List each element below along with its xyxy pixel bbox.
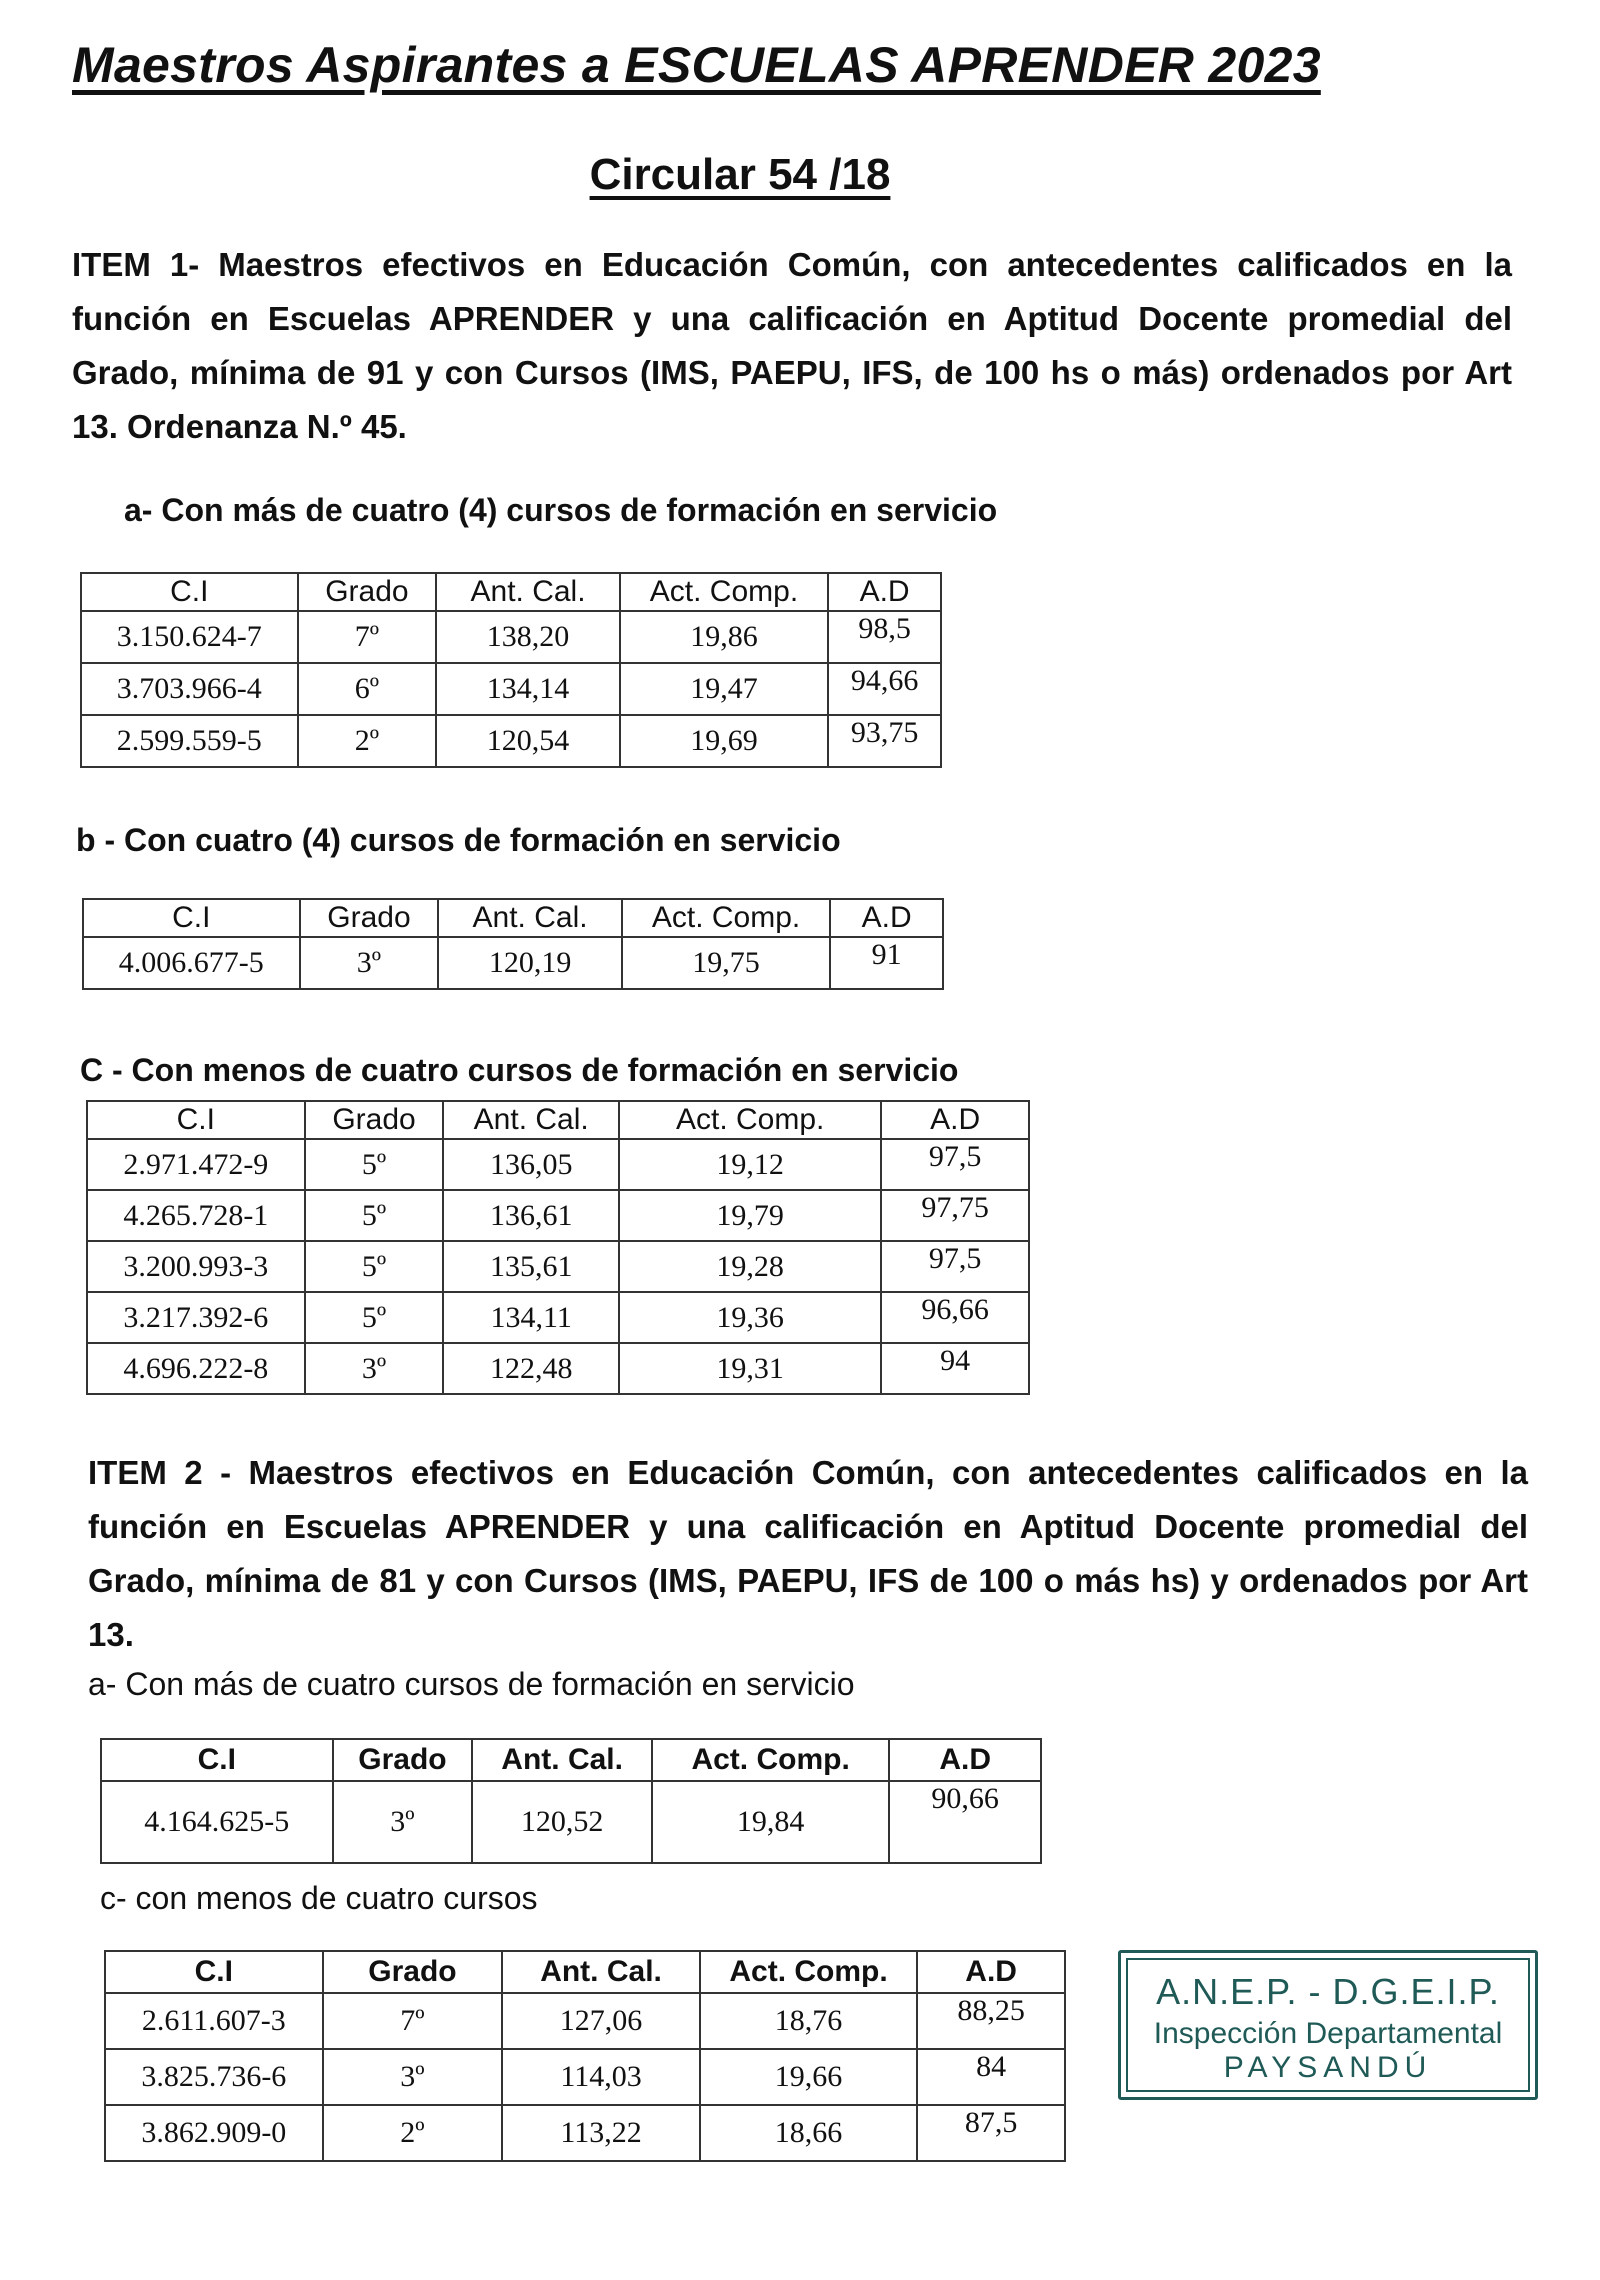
act-comp-cell: 19,31 [619, 1343, 881, 1394]
act-comp-cell: 19,86 [620, 611, 828, 663]
column-header: A.D [917, 1951, 1065, 1993]
ci-cell: 4.164.625-5 [101, 1781, 333, 1863]
column-header: Ant. Cal. [443, 1101, 619, 1139]
column-header: Ant. Cal. [438, 899, 622, 937]
act-comp-cell: 19,12 [619, 1139, 881, 1190]
ci-cell: 3.150.624-7 [81, 611, 298, 663]
ant-cal-cell: 134,11 [443, 1292, 619, 1343]
grado-cell: 2º [323, 2105, 503, 2161]
table-header [105, 1951, 1065, 1993]
table-row [105, 1993, 1065, 2049]
item1-a-heading: a- Con más de cuatro (4) cursos de formación en servicio [124, 492, 998, 528]
act-comp-cell: 19,79 [619, 1190, 881, 1241]
ad-cell: 93,75 [828, 715, 941, 767]
ad-cell: 98,5 [828, 611, 941, 663]
ant-cal-cell: 120,52 [472, 1781, 652, 1863]
ad-cell: 97,5 [881, 1139, 1029, 1190]
table-body [101, 1781, 1041, 1863]
stamp-line-1: A.N.E.P. - D.G.E.I.P. [1156, 1971, 1500, 2012]
table-row [105, 2049, 1065, 2105]
ad-cell: 96,66 [881, 1292, 1029, 1343]
column-header: Grado [323, 1951, 503, 1993]
item1-b-table [82, 898, 944, 990]
column-header: A.D [828, 573, 941, 611]
ad-cell: 87,5 [917, 2105, 1065, 2161]
act-comp-cell: 19,75 [622, 937, 830, 989]
ci-cell: 4.006.677-5 [83, 937, 300, 989]
ci-cell: 2.599.559-5 [81, 715, 298, 767]
table-header [87, 1101, 1029, 1139]
official-stamp [1118, 1950, 1538, 2100]
ad-cell: 94 [881, 1343, 1029, 1394]
ci-cell: 2.971.472-9 [87, 1139, 305, 1190]
table-row [83, 937, 943, 989]
table-row [87, 1241, 1029, 1292]
item1-c-heading: C - Con menos de cuatro cursos de formación en servicio [80, 1052, 959, 1088]
item2-description: ITEM 2 - Maestros efectivos en Educación Común, con antecedentes calificados en la función en Escuelas APRENDER y una calificación en Aptitud Docente promedial del Grado, mínima de 81 y con Cursos (IMS, PAEPU, IFS de 100 o más hs) y ordenados por Art 13. [88, 1454, 1528, 1653]
ci-cell: 2.611.607-3 [105, 1993, 323, 2049]
column-header: Grado [305, 1101, 444, 1139]
act-comp-cell: 19,84 [652, 1781, 889, 1863]
ad-cell: 90,66 [889, 1781, 1041, 1863]
grado-cell: 5º [305, 1292, 444, 1343]
column-header: C.I [83, 899, 300, 937]
ad-cell: 97,75 [881, 1190, 1029, 1241]
ant-cal-cell: 113,22 [502, 2105, 700, 2161]
grado-cell: 5º [305, 1139, 444, 1190]
column-header: Grado [333, 1739, 473, 1781]
table-row [87, 1343, 1029, 1394]
column-header: A.D [881, 1101, 1029, 1139]
table-body [87, 1139, 1029, 1394]
table-row [81, 715, 941, 767]
document-title: Maestros Aspirantes a ESCUELAS APRENDER 2023 [72, 37, 1321, 93]
act-comp-cell: 18,66 [700, 2105, 917, 2161]
column-header: A.D [889, 1739, 1041, 1781]
act-comp-cell: 19,36 [619, 1292, 881, 1343]
column-header: Grado [300, 899, 439, 937]
ant-cal-cell: 138,20 [436, 611, 620, 663]
table-row [81, 611, 941, 663]
column-header: Act. Comp. [619, 1101, 881, 1139]
table-body [105, 1993, 1065, 2161]
stamp-line-2: Inspección Departamental [1153, 2017, 1503, 2050]
table-header [83, 899, 943, 937]
grado-cell: 7º [323, 1993, 503, 2049]
item1-a-table [80, 572, 942, 768]
column-header: Act. Comp. [620, 573, 828, 611]
act-comp-cell: 19,69 [620, 715, 828, 767]
ant-cal-cell: 135,61 [443, 1241, 619, 1292]
item2-a-heading: a- Con más de cuatro cursos de formación en servicio [88, 1666, 855, 1702]
grado-cell: 2º [298, 715, 437, 767]
ant-cal-cell: 136,05 [443, 1139, 619, 1190]
column-header: Ant. Cal. [436, 573, 620, 611]
item2-c-heading: c- con menos de cuatro cursos [100, 1880, 538, 1916]
table-row [105, 2105, 1065, 2161]
column-header: C.I [105, 1951, 323, 1993]
table-row [101, 1781, 1041, 1863]
ad-cell: 91 [830, 937, 943, 989]
item1-b-heading: b - Con cuatro (4) cursos de formación en servicio [76, 822, 841, 858]
column-header: A.D [830, 899, 943, 937]
table-row [87, 1139, 1029, 1190]
ad-cell: 84 [917, 2049, 1065, 2105]
ci-cell: 4.696.222-8 [87, 1343, 305, 1394]
table-header [81, 573, 941, 611]
column-header: Act. Comp. [700, 1951, 917, 1993]
ant-cal-cell: 127,06 [502, 1993, 700, 2049]
ant-cal-cell: 134,14 [436, 663, 620, 715]
ad-cell: 94,66 [828, 663, 941, 715]
ci-cell: 3.200.993-3 [87, 1241, 305, 1292]
column-header: Grado [298, 573, 437, 611]
ad-cell: 97,5 [881, 1241, 1029, 1292]
column-header: Act. Comp. [652, 1739, 889, 1781]
stamp-line-3: PAYSANDÚ [1223, 2051, 1433, 2084]
grado-cell: 3º [323, 2049, 503, 2105]
act-comp-cell: 19,66 [700, 2049, 917, 2105]
table-body [83, 937, 943, 989]
table-body [81, 611, 941, 767]
ant-cal-cell: 120,54 [436, 715, 620, 767]
item2-c-table [104, 1950, 1066, 2162]
act-comp-cell: 18,76 [700, 1993, 917, 2049]
column-header: C.I [87, 1101, 305, 1139]
circular-number: Circular 54 /18 [589, 150, 891, 199]
table-header [101, 1739, 1041, 1781]
ant-cal-cell: 120,19 [438, 937, 622, 989]
item1-c-table [86, 1100, 1030, 1395]
act-comp-cell: 19,28 [619, 1241, 881, 1292]
ant-cal-cell: 136,61 [443, 1190, 619, 1241]
grado-cell: 5º [305, 1190, 444, 1241]
grado-cell: 6º [298, 663, 437, 715]
stamp-inner-border [1126, 1958, 1530, 2092]
column-header: C.I [101, 1739, 333, 1781]
ci-cell: 3.703.966-4 [81, 663, 298, 715]
ci-cell: 3.825.736-6 [105, 2049, 323, 2105]
ci-cell: 3.862.909-0 [105, 2105, 323, 2161]
grado-cell: 3º [300, 937, 439, 989]
column-header: C.I [81, 573, 298, 611]
item2-a-table [100, 1738, 1042, 1864]
column-header: Act. Comp. [622, 899, 830, 937]
ci-cell: 3.217.392-6 [87, 1292, 305, 1343]
table-row [87, 1190, 1029, 1241]
act-comp-cell: 19,47 [620, 663, 828, 715]
column-header: Ant. Cal. [472, 1739, 652, 1781]
grado-cell: 5º [305, 1241, 444, 1292]
table-row [87, 1292, 1029, 1343]
column-header: Ant. Cal. [502, 1951, 700, 1993]
ant-cal-cell: 122,48 [443, 1343, 619, 1394]
ad-cell: 88,25 [917, 1993, 1065, 2049]
grado-cell: 3º [333, 1781, 473, 1863]
grado-cell: 3º [305, 1343, 444, 1394]
item1-description: ITEM 1- Maestros efectivos en Educación Común, con antecedentes calificados en la función en Escuelas APRENDER y una calificación en Aptitud Docente promedial del Grado, mínima de 91 y con Cursos (IMS, PAEPU, IFS, de 100 hs o más) ordenados por Art 13. Ordenanza N.º 45. [72, 246, 1512, 445]
ant-cal-cell: 114,03 [502, 2049, 700, 2105]
ci-cell: 4.265.728-1 [87, 1190, 305, 1241]
table-row [81, 663, 941, 715]
grado-cell: 7º [298, 611, 437, 663]
